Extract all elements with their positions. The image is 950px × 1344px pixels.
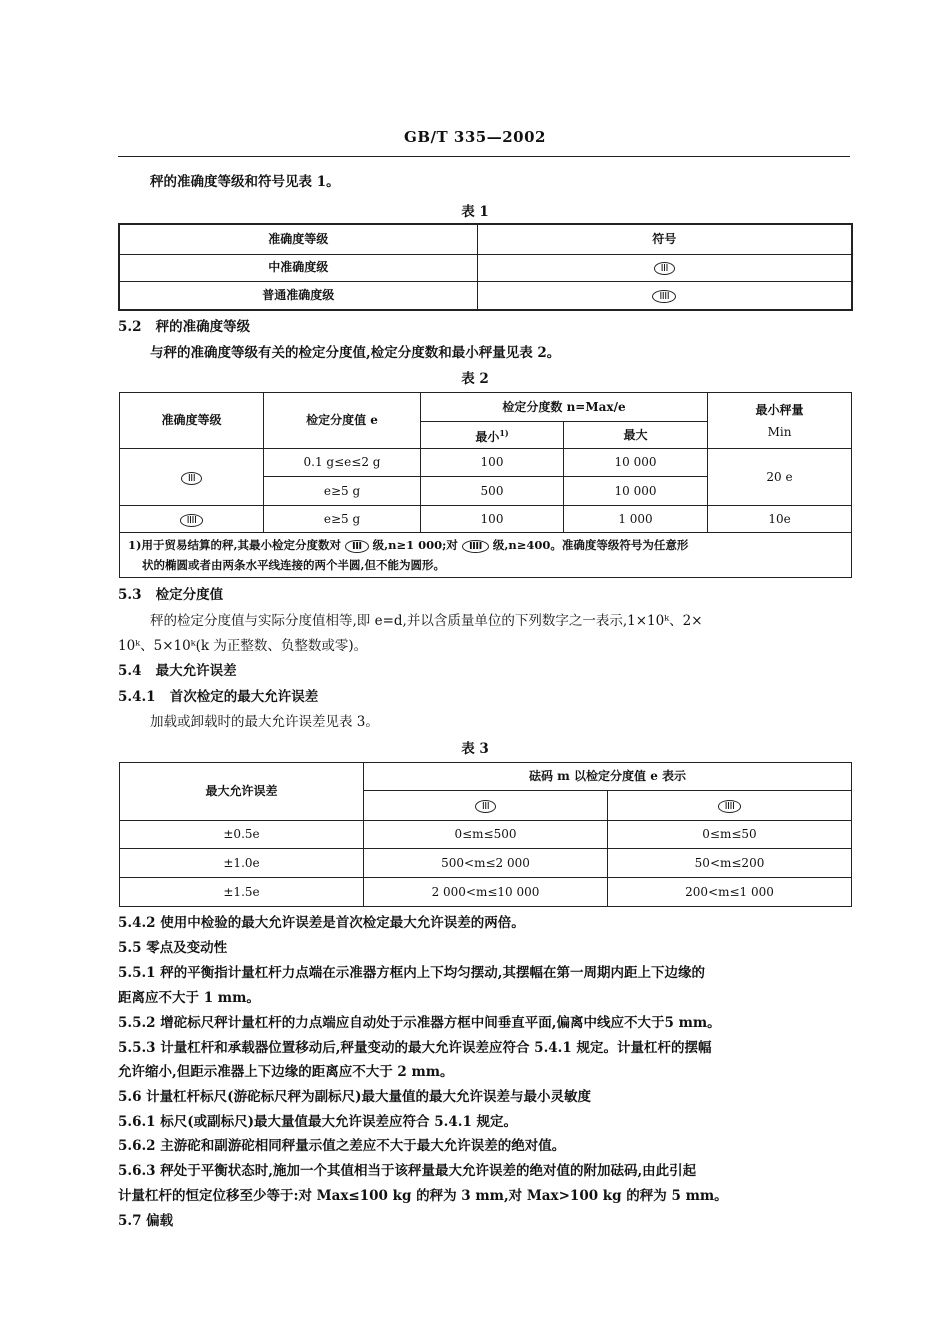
table1-header-level: 准确度等级: [119, 224, 477, 254]
section-5-5-2: 5.5.2 增砣标尺秤计量杠杆的力点端应自动处于示准器方框中间垂直平面,偏离中线应不大于5 mm。: [118, 1015, 721, 1031]
section-5-6-3-line-1: 5.6.3 秤处于平衡状态时,施加一个其值相当于该秤量最大允许误差的绝对值的附加砝码,由此引起: [118, 1163, 697, 1179]
table3-mpe-3: ±1.5e: [120, 878, 364, 907]
table2-max-n-1: 10 000: [564, 449, 708, 477]
class-iiii-symbol: IIII: [718, 800, 742, 813]
section-5-6-2: 5.6.2 主游砣和副游砣相同秤量示值之差应不大于最大允许误差的绝对值。: [118, 1138, 566, 1154]
section-5-4-title: 最大允许误差: [155, 663, 237, 679]
section-5-6-3-line-2: 计量杠杆的恒定位移至少等于:对 Max≤100 kg 的秤为 3 mm,对 Max>100 kg 的秤为 5 mm。: [118, 1188, 728, 1204]
footnote-text-b: 级,n≥1 000;对: [372, 538, 458, 552]
section-5-3-title: 检定分度值: [155, 587, 224, 603]
footnote-text-c: 级,n≥400。准确度等级符号为任意形: [492, 538, 689, 552]
table3-caption: 表 3: [461, 741, 489, 757]
table3-mpe-2: ±1.0e: [120, 849, 364, 878]
class-iii-symbol: III: [345, 540, 369, 553]
table1-header-symbol: 符号: [477, 224, 852, 254]
section-5-4-1-number: 5.4.1: [118, 689, 156, 705]
table2-header-e: 检定分度值 e: [264, 393, 421, 449]
class-iii-symbol: III: [654, 262, 675, 275]
table2-header-n: 检定分度数 n=Max/e: [421, 393, 708, 422]
table2-header-level: 准确度等级: [120, 393, 264, 449]
table3-iiii-range-3: 200<m≤1 000: [608, 878, 852, 907]
table3-header-mpe: 最大允许误差: [120, 763, 364, 821]
class-iii-symbol: III: [181, 472, 202, 485]
table2-header-minload: 最小秤量: [755, 402, 804, 417]
table2-minload-iii: 20 e: [708, 449, 852, 506]
section-5-4-number: 5.4: [118, 663, 142, 679]
header-rule: [118, 156, 850, 157]
section-5-3-number: 5.3: [118, 587, 142, 603]
table3-mpe-1: ±0.5e: [120, 821, 364, 849]
class-iiii-symbol: IIII: [652, 290, 676, 303]
section-5-3-heading: [118, 586, 223, 604]
table3-iii-range-1: 0≤m≤500: [364, 821, 608, 849]
table2-header-min-n: 最小: [475, 429, 500, 444]
table2-minload-iiii: 10e: [708, 506, 852, 533]
section-5-2-text: 与秤的准确度等级有关的检定分度值,检定分度数和最小秤量见表 2。: [150, 345, 561, 361]
section-5-2-number: 5.2: [118, 319, 142, 335]
table2-max-n-2: 10 000: [564, 477, 708, 506]
table2-e-range-2: e≥5 g: [264, 477, 421, 506]
section-5-6-1: 5.6.1 标尺(或副标尺)最大量值最大允许误差应符合 5.4.1 规定。: [118, 1114, 518, 1130]
table2-e-range-1: 0.1 g≤e≤2 g: [264, 449, 421, 477]
footnote-text-a: 1)用于贸易结算的秤,其最小检定分度数对: [128, 538, 341, 552]
table-3: [119, 762, 852, 907]
section-5-7-heading: 5.7 偏载: [118, 1213, 174, 1229]
section-5-5-3-line-2: 允许缩小,但距示准器上下边缘的距离应不大于 2 mm。: [118, 1064, 454, 1080]
section-5-4-2: 5.4.2 使用中检验的最大允许误差是首次检定最大允许误差的两倍。: [118, 915, 525, 931]
table1-level-medium: 中准确度级: [119, 254, 477, 281]
class-iii-symbol: III: [475, 800, 496, 813]
footnote-text-d: 状的椭圆或者由两条水平线连接的两个半圆,但不能为圆形。: [142, 558, 446, 572]
section-5-3-line-2: 10ᵏ、5×10ᵏ(k 为正整数、负整数或零)。: [118, 638, 368, 654]
table3-iiii-range-2: 50<m≤200: [608, 849, 852, 878]
section-5-5-1-line-2: 距离应不大于 1 mm。: [118, 990, 260, 1006]
table3-iii-range-3: 2 000<m≤10 000: [364, 878, 608, 907]
table1-caption: 表 1: [461, 204, 489, 220]
table-1: [118, 223, 853, 311]
section-5-5-1-line-1: 5.5.1 秤的平衡指计量杠杆力点端在示准器方框内上下均匀摆动,其摆幅在第一周期内距上下边缘的: [118, 965, 705, 981]
table1-level-ordinary: 普通准确度级: [119, 281, 477, 310]
section-5-2-heading: [118, 318, 250, 336]
table2-header-max-n: 最大: [564, 422, 708, 449]
section-5-4-1-text: 加载或卸载时的最大允许误差见表 3。: [150, 714, 379, 730]
table-2: [119, 392, 852, 578]
table2-min-n-1: 100: [421, 449, 564, 477]
table3-header-load: 砝码 m 以检定分度值 e 表示: [364, 763, 852, 791]
intro-text: 秤的准确度等级和符号见表 1。: [150, 174, 340, 190]
section-5-4-1-title: 首次检定的最大允许误差: [169, 689, 319, 705]
footnote-marker: 1): [499, 427, 509, 438]
section-5-6-heading: 5.6 计量杠杆标尺(游砣标尺秤为副标尺)最大量值的最大允许误差与最小灵敏度: [118, 1089, 591, 1105]
table3-iiii-range-1: 0≤m≤50: [608, 821, 852, 849]
table2-caption: 表 2: [461, 371, 489, 387]
table2-header-minload-symbol: Min: [767, 424, 792, 439]
section-5-2-title: 秤的准确度等级: [155, 319, 251, 335]
standard-header: GB/T 335—2002: [404, 128, 546, 146]
section-5-5-3-line-1: 5.5.3 计量杠杆和承载器位置移动后,秤量变动的最大允许误差应符合 5.4.1 规定。计量杠杆的摆幅: [118, 1040, 712, 1056]
table2-min-n-3: 100: [421, 506, 564, 533]
table2-e-range-3: e≥5 g: [264, 506, 421, 533]
section-5-3-line-1: 秤的检定分度值与实际分度值相等,即 e=d,并以含质量单位的下列数字之一表示,1×10ᵏ、2×: [150, 613, 703, 629]
section-5-4-1-heading: [118, 688, 318, 706]
class-iiii-symbol: IIII: [462, 540, 489, 553]
table2-footnote: [120, 533, 852, 578]
table2-min-n-2: 500: [421, 477, 564, 506]
section-5-4-heading: [118, 662, 237, 680]
table2-max-n-3: 1 000: [564, 506, 708, 533]
section-5-5-heading: 5.5 零点及变动性: [118, 940, 228, 956]
class-iiii-symbol: IIII: [180, 514, 204, 527]
table3-iii-range-2: 500<m≤2 000: [364, 849, 608, 878]
